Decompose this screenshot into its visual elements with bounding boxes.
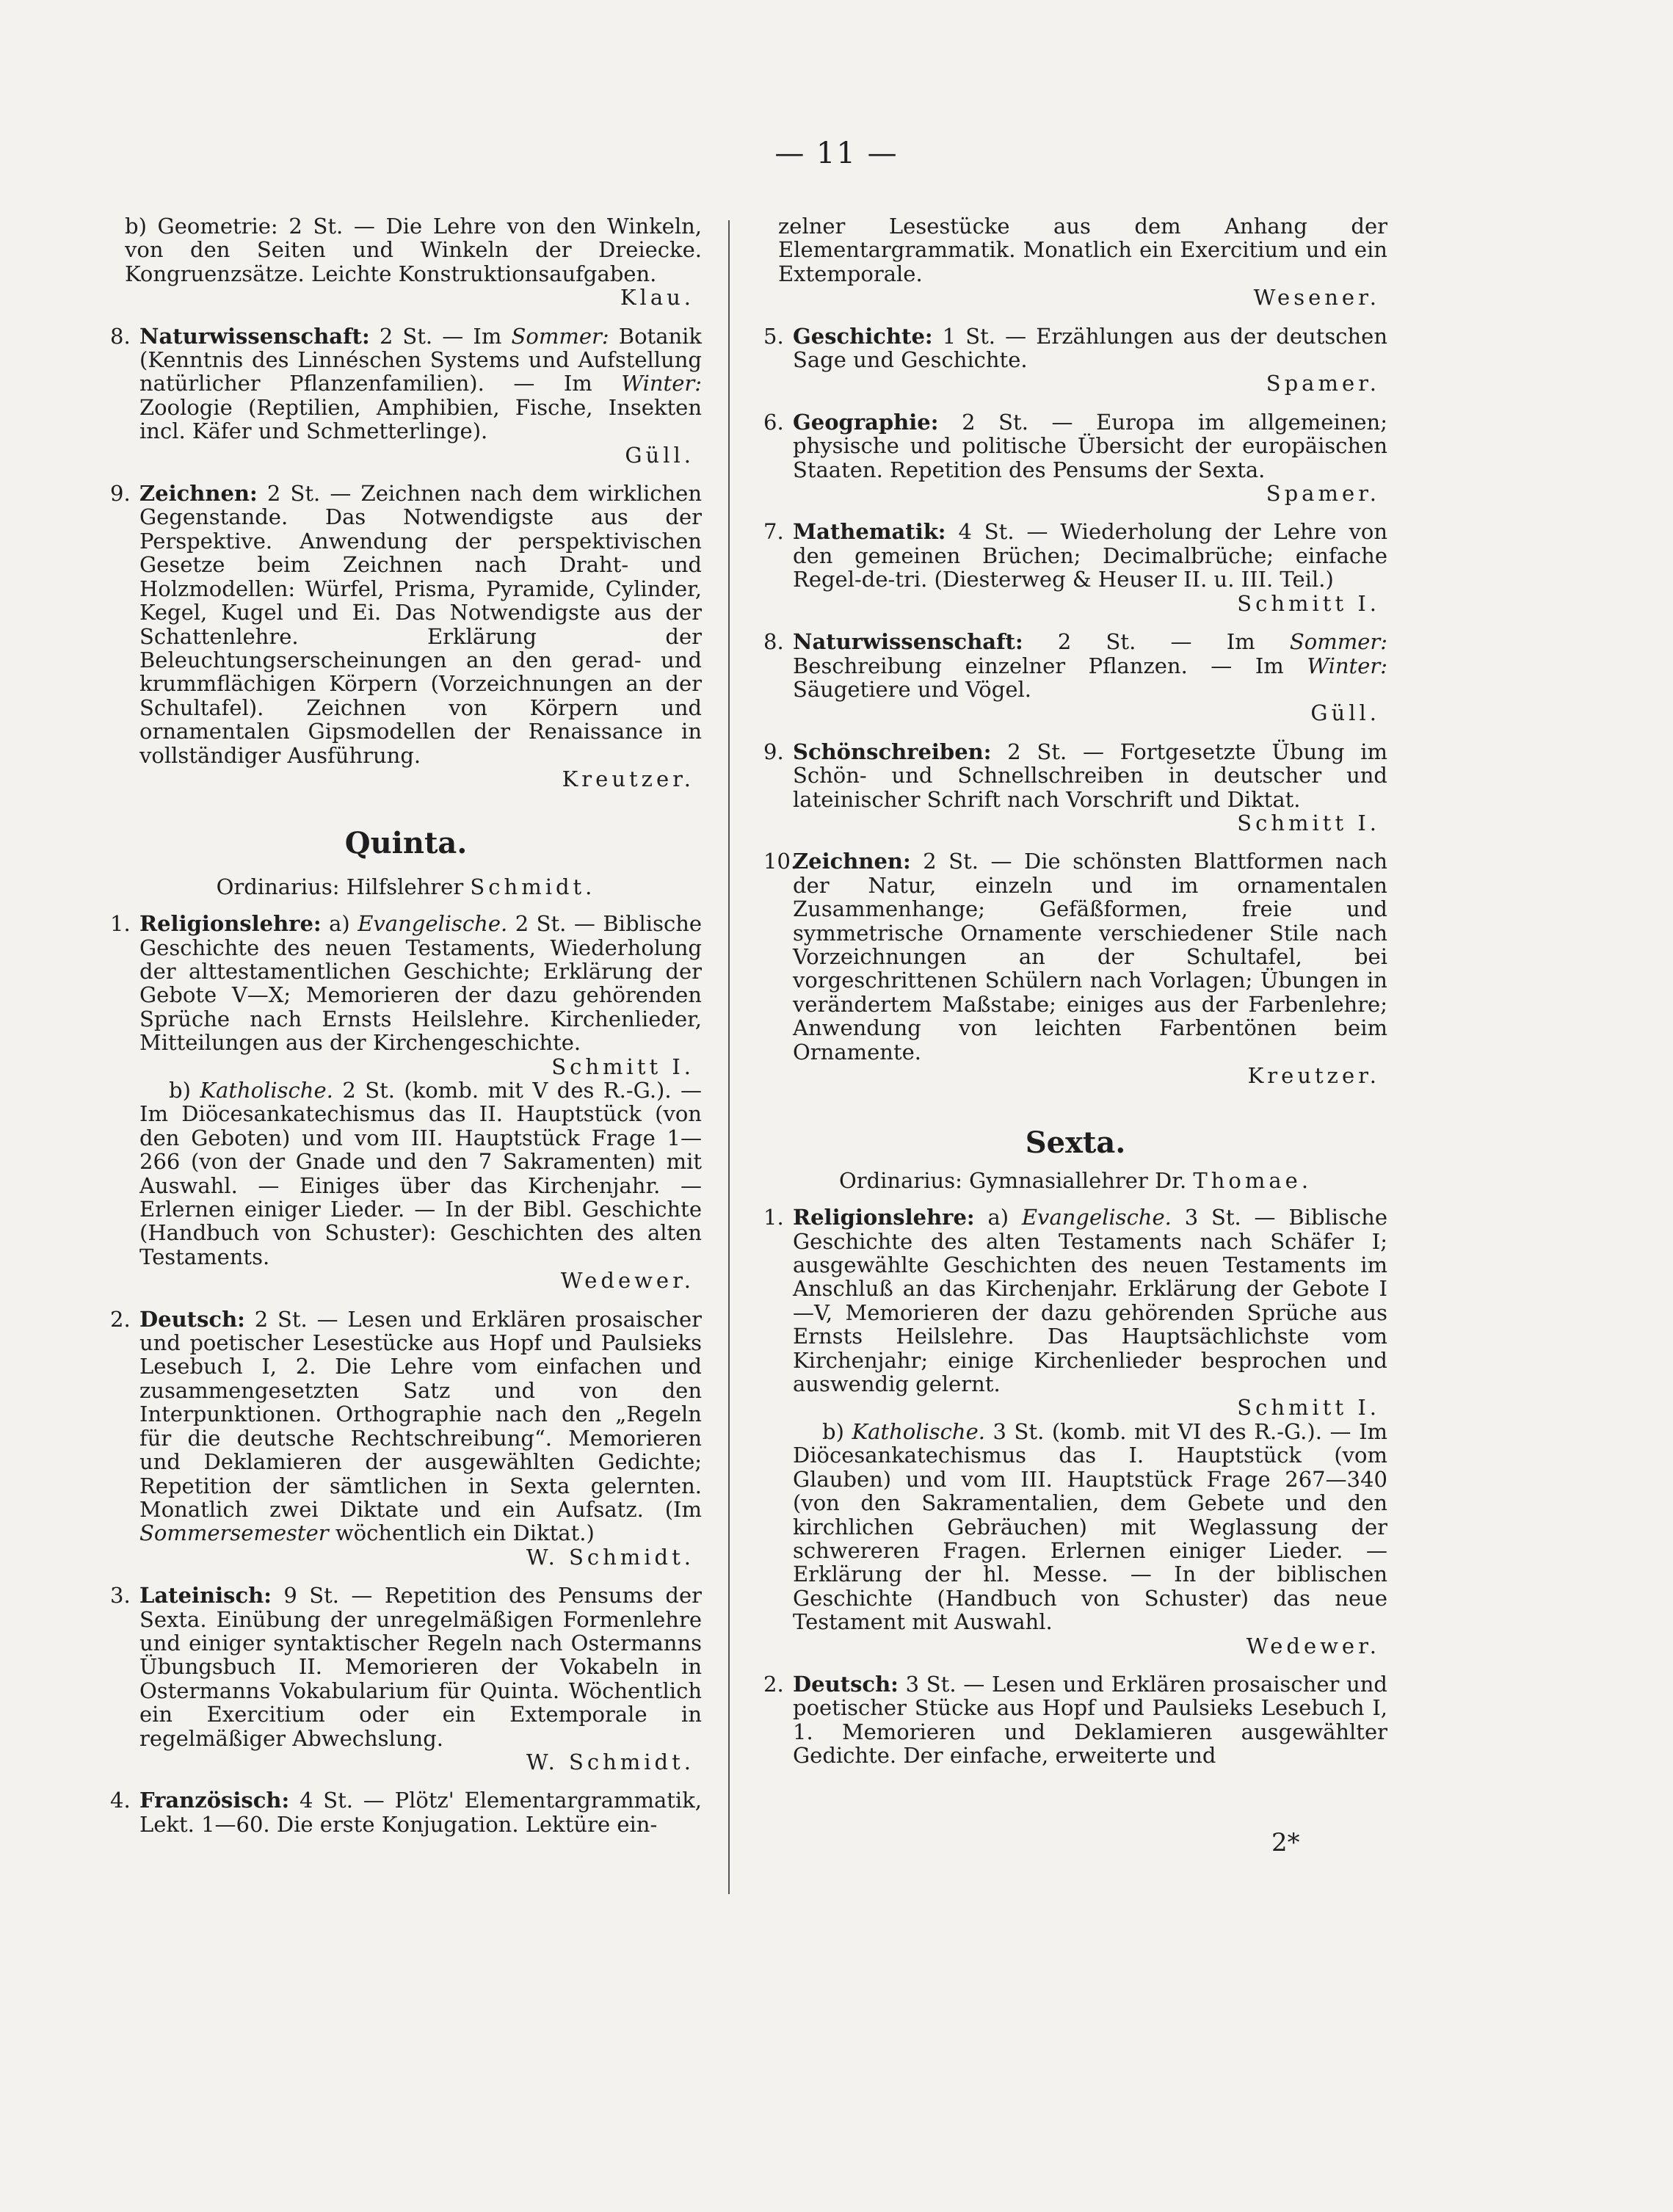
teacher-name: Wedewer. xyxy=(560,1268,694,1294)
subject-entry-geschichte xyxy=(763,324,1387,396)
teacher-name: Wesener. xyxy=(1253,285,1380,311)
teacher-name: Kreutzer. xyxy=(562,766,694,791)
printer-signature: 2* xyxy=(1271,1828,1300,1857)
entry-text: Botanik (Kenntnis des Linnéschen Systems und Aufstellung natürlicher Pflanzenfamilien). — Im xyxy=(139,323,703,396)
teacher-name: Klau. xyxy=(620,285,694,311)
column-divider xyxy=(728,220,730,1894)
franzoesisch-continuation xyxy=(763,214,1387,310)
teacher-name: Spamer. xyxy=(1266,481,1380,507)
subject-entry-deutsch xyxy=(110,1308,702,1569)
entry-emphasis: Sommer: xyxy=(1289,629,1388,655)
subject-heading: Lateinisch: xyxy=(139,1583,272,1609)
entry-text: 2 St. — Lesen und Erklären prosaischer und poetischer Lesestücke aus Hopf und Paulsieks Lesebuch I, 2. Die Lehre vom einfachen und zusammengesetzten Satz und von den Interpunktionen. Orthographie nach den „Regeln für die deutsche Rechtschreibung“. Memorieren und Deklamieren der ausgewählten Gedichte; Repetition der sämtlichen in Sexta gelernten. Monatlich zwei Diktate und ein Aufsatz. (Im xyxy=(139,1306,703,1522)
entry-number: 8. xyxy=(763,629,784,655)
entry-text: 3 St. — Biblische Geschichte des alten Testaments nach Schäfer I; ausgewählte Geschichten des neuen Testaments im Anschluß an das Kirchenjahr. Erklärung der Gebote I—V, Memorieren der dazu gehörenden Sprüche aus Ernsts Heilslehre. Das Hauptsächlichste vom Kirchenjahr; einige Kirchenlieder besprochen und auswendig gelernt. xyxy=(793,1205,1388,1397)
subject-heading: Religionslehre: xyxy=(793,1205,975,1230)
subject-heading: Zeichnen: xyxy=(793,849,911,874)
teacher-name: W. Schmidt. xyxy=(526,1544,694,1570)
right-column xyxy=(763,214,1387,1783)
subject-heading: Religionslehre: xyxy=(139,911,322,937)
entry-text: 2 St. (komb. mit V des R.-G.). — Im Diöcesankatechismus das II. Hauptstück (von den Geboten) und vom III. Hauptstück Frage 1—266 (von der Gnade und den 7 Sakramenten) mit Auswahl. — Einiges über das Kirchenjahr. — Erlernen einiger Lieder. — In der Bibl. Geschichte (Handbuch von Schuster): Geschichten des alten Testaments. xyxy=(139,1078,703,1269)
subject-heading: Naturwissenschaft: xyxy=(139,323,370,349)
entry-text: 2 St. — Die schönsten Blattformen nach der Natur, einzeln und im ornamentalen Zusammenhange; Gefäßformen, freie und symmetrische Ornamente verschiedener Stile nach Vorzeichnungen an der Schultafel, bei vorgeschrittenen Schülern nach Vorlagen; Übungen in verändertem Maßstabe; einiges aus der Farbenlehre; Anwendung von leichten Farbentönen beim Ornamente. xyxy=(793,849,1388,1065)
entry-number: 9. xyxy=(763,739,784,764)
entry-text: 2 St. — Zeichnen nach dem wirklichen Gegenstande. Das Notwendigste aus der Perspektive. Anwendung der perspektivischen Gesetze beim Zeichnen nach Draht- und Holzmodellen: Würfel, Prisma, Pyramide, Cylinder, Kegel, Kugel und Ei. Das Notwendigste aus der Schattenlehre. Erklärung der Beleuchtungserscheinungen an den gerad- und krummflächigen Körpern (Vorzeichnungen an der Schultafel). Zeichnen von Körpern und ornamentalen Gipsmodellen der Renaissance in vollständiger Ausführung. xyxy=(139,481,703,768)
entry-text: wöchentlich ein Diktat.) xyxy=(335,1520,595,1546)
ordinarius-label: Ordinarius: Gymnasiallehrer Dr. xyxy=(838,1167,1187,1193)
entry-emphasis: Katholische. xyxy=(200,1078,333,1103)
entry-text: 2 St. — Im xyxy=(1057,629,1255,655)
teacher-name: Schmitt I. xyxy=(1237,1395,1380,1421)
entry-text: 2 St. — Europa im allgemeinen; physische und politische Übersicht der europäischen Staaten. Repetition des Pensums der Sexta. xyxy=(793,409,1388,482)
entry-text: 3 St. (komb. mit VI des R.-G.). — Im Diöcesankatechismus das I. Hauptstück (vom Glauben) und vom III. Hauptstück Frage 267—340 (von den Sakramentalien, dem Gebete und den kirchlichen Gebräuchen) mit Weglassung der schwereren Fragen. Erlernen einiger Lieder. — Erklärung der hl. Messe. — In der biblischen Geschichte (Handbuch von Schuster) das neue Testament mit Auswahl. xyxy=(793,1418,1388,1635)
entry-number: 6. xyxy=(763,409,784,435)
page-number: — 11 — xyxy=(774,137,899,170)
subject-heading: Französisch: xyxy=(139,1788,290,1813)
subject-heading: Naturwissenschaft: xyxy=(793,629,1023,655)
entry-emphasis: Winter: xyxy=(1307,653,1388,678)
entry-text: 2 St. — Im xyxy=(379,323,502,349)
entry-text: 1 St. — Erzählungen aus der deutschen Sage und Geschichte. xyxy=(793,323,1387,373)
entry-emphasis: Sommer: xyxy=(511,323,609,349)
teacher-name: Schmitt I. xyxy=(551,1054,694,1079)
entry-text: 9 St. — Repetition des Pensums der Sexta. Einübung der unregelmäßigen Formenlehre und einiger syntaktischer Regeln nach Ostermanns Übungsbuch II. Memorieren der Vokabeln in Ostermanns Vokabularium für Quinta. Wöchentlich ein Exercitium oder ein Extemporale in regelmäßiger Abwechslung. xyxy=(139,1583,703,1751)
geometry-entry xyxy=(110,214,702,310)
subject-entry-mathematik xyxy=(763,520,1387,615)
subject-heading: Schönschreiben: xyxy=(793,739,992,764)
ordinarius-label: Ordinarius: Hilfslehrer xyxy=(216,874,464,899)
subject-heading: Geographie: xyxy=(793,409,939,435)
subject-heading: Geschichte: xyxy=(793,323,933,349)
entry-number: 9. xyxy=(110,481,131,507)
subject-entry-naturwissenschaft xyxy=(110,324,702,467)
subject-heading: Deutsch: xyxy=(793,1671,899,1697)
section-title-quinta: Quinta. xyxy=(344,826,468,861)
teacher-name: Spamer. xyxy=(1266,371,1380,396)
teacher-name: Güll. xyxy=(1310,700,1380,726)
entry-text: zelner Lesestücke aus dem Anhang der Elementargrammatik. Monatlich ein Exercitium und ein Extemporale. xyxy=(778,214,1387,286)
entry-emphasis: Katholische. xyxy=(852,1418,985,1444)
entry-text: Säugetiere und Vögel. xyxy=(793,676,1031,702)
subject-heading: Mathematik: xyxy=(793,519,946,545)
entry-text: 3 St. — Lesen und Erklären prosaischer und poetischer Stücke aus Hopf und Paulsieks Lesebuch I, 1. Memorieren und Deklamieren ausgewählter Gedichte. Der einfache, erweiterte und xyxy=(793,1671,1387,1769)
subject-entry-schoenschreiben xyxy=(763,740,1387,835)
subject-heading: Deutsch: xyxy=(139,1306,245,1332)
subject-entry-franzoesisch xyxy=(110,1788,702,1836)
entry-emphasis: Sommersemester xyxy=(139,1520,329,1546)
teacher-name: Schmitt I. xyxy=(1237,810,1380,835)
teacher-name: Schmitt I. xyxy=(1237,590,1380,616)
teacher-name: W. Schmidt. xyxy=(526,1749,694,1774)
left-column xyxy=(110,214,702,1851)
subject-heading: Zeichnen: xyxy=(139,481,258,507)
entry-label: a) xyxy=(987,1205,1009,1230)
entry-text: 2 St. — Biblische Geschichte des neuen Testaments, Wiederholung der alttestamentlichen Geschichte; Erklärung der Gebote V—X; Memorieren der dazu gehörenden Sprüche nach Ernsts Heilslehre. Kirchenlieder, Mitteilungen aus der Kirchengeschichte. xyxy=(139,911,703,1056)
entry-text: Zoologie (Reptilien, Amphibien, Fische, Insekten incl. Käfer und Schmetterlinge). xyxy=(139,394,702,444)
entry-emphasis: Evangelische. xyxy=(1021,1205,1172,1230)
subject-entry-geographie xyxy=(763,410,1387,506)
entry-text: 4 St. — Wiederholung der Lehre von den gemeinen Brüchen; Decimalbrüche; einfache Regel-de-tri. (Diesterweg & Heuser II. u. III. Teil.) xyxy=(793,519,1387,592)
entry-number: 8. xyxy=(110,323,131,349)
geometry-prefix: b) Geometrie: 2 St. xyxy=(125,214,344,239)
entry-number: 10. xyxy=(763,849,798,874)
entry-emphasis: Winter: xyxy=(621,371,702,396)
entry-number: 3. xyxy=(110,1583,131,1609)
entry-label: b) xyxy=(169,1078,191,1103)
entry-number: 2. xyxy=(110,1306,131,1332)
subject-entry-latein xyxy=(110,1584,702,1774)
ordinarius-line xyxy=(763,1169,1387,1192)
section-title-sexta: Sexta. xyxy=(1025,1125,1126,1161)
entry-label: a) xyxy=(329,911,350,937)
teacher-name: Kreutzer. xyxy=(1247,1063,1380,1088)
subject-entry-religion xyxy=(763,1205,1387,1658)
subject-entry-zeichnen xyxy=(110,482,702,791)
entry-number: 5. xyxy=(763,323,784,349)
entry-number: 7. xyxy=(763,519,784,545)
subject-entry-religion xyxy=(110,912,702,1293)
subject-entry-zeichnen xyxy=(763,849,1387,1087)
ordinarius-name: Schmidt. xyxy=(470,874,596,899)
entry-text: 2 St. — Fortgesetzte Übung im Schön- und Schnellschreiben in deutscher und lateinischer Schrift nach Vorschrift und Diktat. xyxy=(793,739,1388,812)
entry-number: 1. xyxy=(110,911,131,937)
entry-number: 1. xyxy=(763,1205,784,1230)
entry-number: 2. xyxy=(763,1671,784,1697)
entry-label: b) xyxy=(822,1418,844,1444)
teacher-name: Güll. xyxy=(625,442,694,468)
ordinarius-name: Thomae. xyxy=(1193,1167,1313,1193)
entry-emphasis: Evangelische. xyxy=(358,911,508,937)
ordinarius-line xyxy=(110,875,702,899)
entry-text: Beschreibung einzelner Pflanzen. — Im xyxy=(793,653,1284,678)
entry-number: 4. xyxy=(110,1788,131,1813)
geometry-text: — Die Lehre von den Winkeln, von den Seiten und Winkeln der Dreiecke. Kongruenzsätze. Leichte Konstruktionsaufgaben. xyxy=(125,214,703,286)
subject-entry-deutsch xyxy=(763,1672,1387,1768)
entry-text: 4 St. — Plötz' Elementargrammatik, Lekt. 1—60. Die erste Konjugation. Lektüre ein- xyxy=(139,1788,702,1837)
subject-entry-naturwissenschaft xyxy=(763,630,1387,725)
teacher-name: Wedewer. xyxy=(1246,1633,1380,1658)
